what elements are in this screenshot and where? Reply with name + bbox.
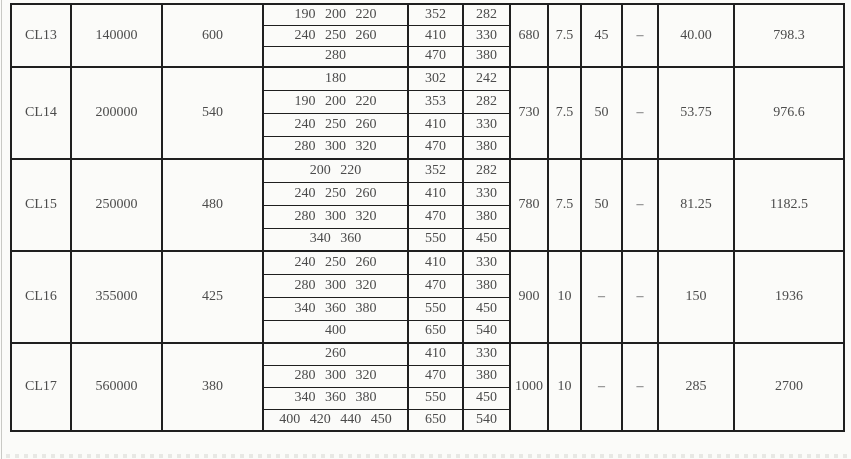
cell-bores: 260 xyxy=(263,343,408,365)
cell-col9: – xyxy=(581,251,622,343)
cell-col6: 330 xyxy=(463,113,510,136)
cell-col5: 410 xyxy=(408,343,463,365)
cell-col7: 680 xyxy=(510,4,548,67)
cell-col11: 81.25 xyxy=(658,159,734,251)
cell-col8: 7.5 xyxy=(548,159,581,251)
cell-col8: 10 xyxy=(548,343,581,431)
cell-col5: 550 xyxy=(408,228,463,251)
cell-col6: 330 xyxy=(463,343,510,365)
cell-col6: 330 xyxy=(463,182,510,205)
table-row xyxy=(11,67,844,90)
model-block-cl14 xyxy=(11,67,844,159)
cell-col3: 425 xyxy=(162,251,263,343)
cell-col7: 780 xyxy=(510,159,548,251)
cell-col5: 650 xyxy=(408,320,463,343)
cell-bores: 280 300 320 xyxy=(263,274,408,297)
cell-col6: 330 xyxy=(463,251,510,274)
cell-bores: 340 360 380 xyxy=(263,297,408,320)
cell-bores: 280 300 320 xyxy=(263,136,408,159)
cell-bores: 340 360 xyxy=(263,228,408,251)
cell-bores: 190 200 220 xyxy=(263,90,408,113)
cell-col5: 353 xyxy=(408,90,463,113)
cell-model: CL13 xyxy=(11,4,71,67)
cell-col6: 380 xyxy=(463,46,510,67)
cell-col5: 650 xyxy=(408,409,463,431)
table-row xyxy=(11,251,844,274)
cell-col6: 380 xyxy=(463,365,510,387)
cell-model: CL14 xyxy=(11,67,71,159)
cell-col6: 450 xyxy=(463,297,510,320)
cell-bores: 200 220 xyxy=(263,159,408,182)
cell-col5: 410 xyxy=(408,113,463,136)
cell-bores: 240 250 260 xyxy=(263,182,408,205)
cell-bores: 180 xyxy=(263,67,408,90)
cell-col6: 540 xyxy=(463,320,510,343)
cell-bores: 240 250 260 xyxy=(263,251,408,274)
cell-col12: 2700 xyxy=(734,343,844,431)
cell-col6: 450 xyxy=(463,387,510,409)
cell-col7: 1000 xyxy=(510,343,548,431)
cell-col7: 730 xyxy=(510,67,548,159)
model-block-cl17 xyxy=(11,343,844,431)
cell-col11: 53.75 xyxy=(658,67,734,159)
cell-col11: 285 xyxy=(658,343,734,431)
cell-model: CL17 xyxy=(11,343,71,431)
cell-col10: – xyxy=(622,251,658,343)
cell-col9: – xyxy=(581,343,622,431)
cell-col10: – xyxy=(622,343,658,431)
cell-col6: 282 xyxy=(463,159,510,182)
cell-bores: 400 420 440 450 xyxy=(263,409,408,431)
cell-col5: 550 xyxy=(408,297,463,320)
cell-bores: 240 250 260 xyxy=(263,25,408,46)
cell-col5: 302 xyxy=(408,67,463,90)
cell-model: CL15 xyxy=(11,159,71,251)
cell-col5: 470 xyxy=(408,365,463,387)
cell-col5: 550 xyxy=(408,387,463,409)
cell-col6: 330 xyxy=(463,25,510,46)
cell-col5: 470 xyxy=(408,46,463,67)
cell-bores: 190 200 220 xyxy=(263,4,408,25)
cell-model: CL16 xyxy=(11,251,71,343)
cell-col6: 540 xyxy=(463,409,510,431)
cell-col6: 282 xyxy=(463,90,510,113)
cell-col9: 45 xyxy=(581,4,622,67)
cell-bores: 280 xyxy=(263,46,408,67)
cell-col3: 380 xyxy=(162,343,263,431)
cell-col5: 352 xyxy=(408,4,463,25)
cell-col6: 380 xyxy=(463,205,510,228)
model-block-cl13 xyxy=(11,4,844,67)
cell-col12: 1936 xyxy=(734,251,844,343)
cell-col3: 600 xyxy=(162,4,263,67)
cell-col2: 250000 xyxy=(71,159,162,251)
table-row xyxy=(11,159,844,182)
cell-bores: 340 360 380 xyxy=(263,387,408,409)
cell-col12: 798.3 xyxy=(734,4,844,67)
cell-col5: 470 xyxy=(408,274,463,297)
cell-col2: 200000 xyxy=(71,67,162,159)
cell-col11: 150 xyxy=(658,251,734,343)
model-block-cl16 xyxy=(11,251,844,343)
cell-col12: 1182.5 xyxy=(734,159,844,251)
cell-col8: 10 xyxy=(548,251,581,343)
cell-col10: – xyxy=(622,67,658,159)
scan-artifact xyxy=(6,454,847,458)
cell-col6: 380 xyxy=(463,136,510,159)
cell-bores: 280 300 320 xyxy=(263,205,408,228)
cell-col10: – xyxy=(622,159,658,251)
cell-bores: 400 xyxy=(263,320,408,343)
cell-col8: 7.5 xyxy=(548,4,581,67)
cell-col5: 410 xyxy=(408,25,463,46)
cell-col3: 480 xyxy=(162,159,263,251)
cell-bores: 280 300 320 xyxy=(263,365,408,387)
cell-col9: 50 xyxy=(581,159,622,251)
left-edge-artifact xyxy=(1,0,2,459)
cell-col8: 7.5 xyxy=(548,67,581,159)
cell-col3: 540 xyxy=(162,67,263,159)
cell-col5: 410 xyxy=(408,182,463,205)
cell-col2: 140000 xyxy=(71,4,162,67)
cell-col5: 410 xyxy=(408,251,463,274)
table-row xyxy=(11,4,844,25)
cell-col6: 282 xyxy=(463,4,510,25)
cell-col11: 40.00 xyxy=(658,4,734,67)
cell-col9: 50 xyxy=(581,67,622,159)
cell-col5: 470 xyxy=(408,136,463,159)
cell-col7: 900 xyxy=(510,251,548,343)
cell-col6: 450 xyxy=(463,228,510,251)
cell-col5: 470 xyxy=(408,205,463,228)
cell-col2: 355000 xyxy=(71,251,162,343)
cell-col2: 560000 xyxy=(71,343,162,431)
cell-col5: 352 xyxy=(408,159,463,182)
coupling-spec-table xyxy=(10,3,845,432)
cell-col6: 380 xyxy=(463,274,510,297)
model-block-cl15 xyxy=(11,159,844,251)
cell-col12: 976.6 xyxy=(734,67,844,159)
table-row xyxy=(11,343,844,365)
cell-col10: – xyxy=(622,4,658,67)
cell-col6: 242 xyxy=(463,67,510,90)
cell-bores: 240 250 260 xyxy=(263,113,408,136)
